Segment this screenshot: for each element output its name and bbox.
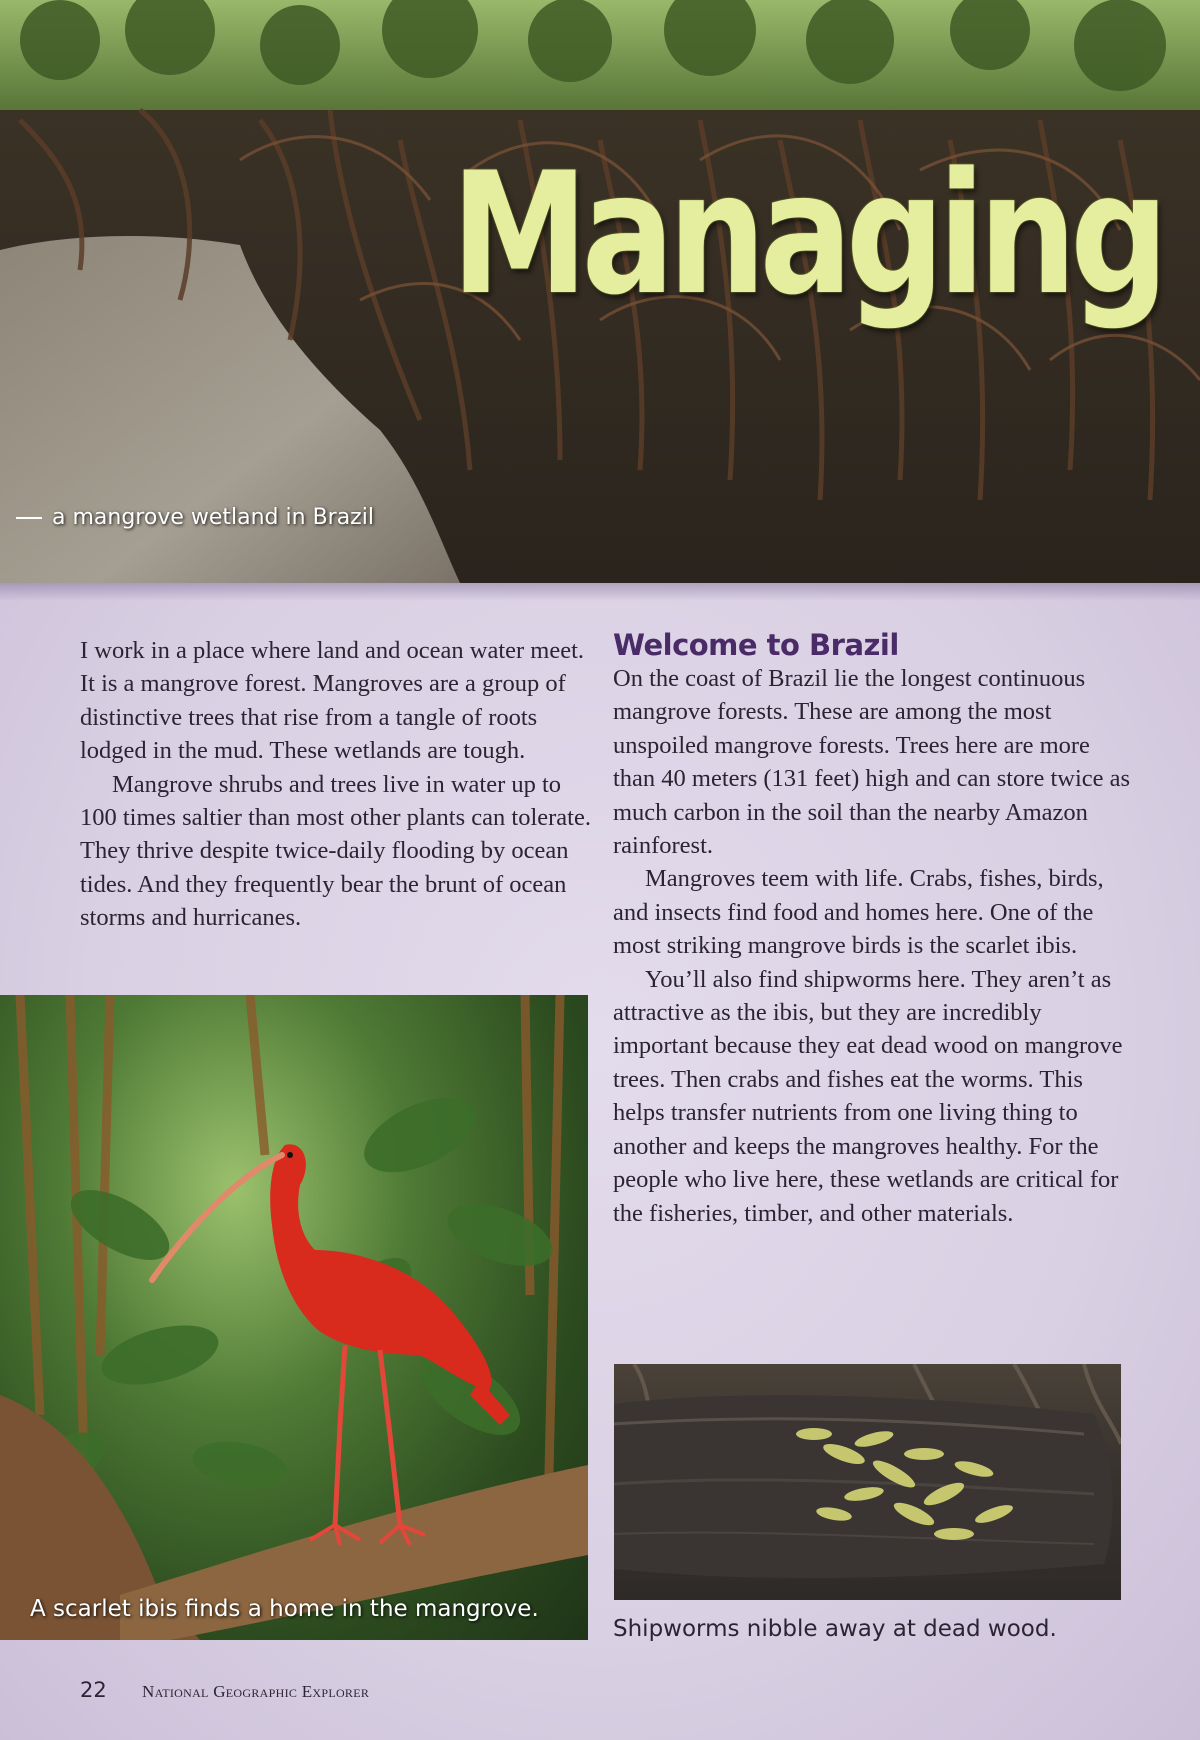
ibis-photo-caption: A scarlet ibis finds a home in the mangrove. (30, 1596, 539, 1622)
shipworm-photo (614, 1364, 1121, 1600)
section-paragraph: You’ll also find shipworms here. They aren’t as attractive as the ibis, but they are incredibly important because they eat dead wood on mangrove trees. Then crabs and fishes eat the worms. This helps transfer nutrients from one living thing to another and keeps the mangroves healthy. For the people who live here, these wetlands are critical for the fisheries, timber, and other materials. (613, 965, 1123, 1227)
section-heading: Welcome to Brazil (613, 628, 899, 662)
publication-name: National Geographic Explorer (142, 1682, 370, 1701)
shipworm-photo-caption: Shipworms nibble away at dead wood. (613, 1616, 1057, 1642)
intro-text (80, 634, 600, 935)
page-number: 22 (80, 1678, 107, 1702)
intro-paragraph: Mangrove shrubs and trees live in water up to 100 times saltier than most other plants can tolerate. They thrive despite twice-daily flooding by ocean tides. And they frequently bear the brunt of ocean storms and hurricanes. (80, 770, 591, 932)
shipworm-image (614, 1364, 1121, 1600)
section-paragraph: Mangroves teem with life. Crabs, fishes, birds, and insects find food and homes here. One of the most striking mangrove birds is the scarlet ibis. (613, 865, 1104, 960)
scarlet-ibis-image (0, 995, 588, 1640)
brazil-section (613, 628, 1133, 1230)
section-paragraph: On the coast of Brazil lie the longest continuous mangrove forests. These are among the most unspoiled mangrove forests. Trees here are more than 40 meters (131 feet) high and can store twice as much carbon in the soil than the nearby Amazon rainforest. (613, 665, 1131, 860)
caption-pointer-line (16, 517, 42, 519)
scarlet-ibis-photo (0, 995, 588, 1640)
page-title: Managing (450, 136, 1162, 332)
hero-caption (16, 505, 374, 530)
intro-paragraph: I work in a place where land and ocean water meet. It is a mangrove forest. Mangroves are a group of distinctive trees that rise from a tangle of roots lodged in the mud. These wetlands are tough. (80, 637, 585, 765)
hero-photo (0, 0, 1200, 583)
hero-caption-text: a mangrove wetland in Brazil (52, 505, 374, 530)
